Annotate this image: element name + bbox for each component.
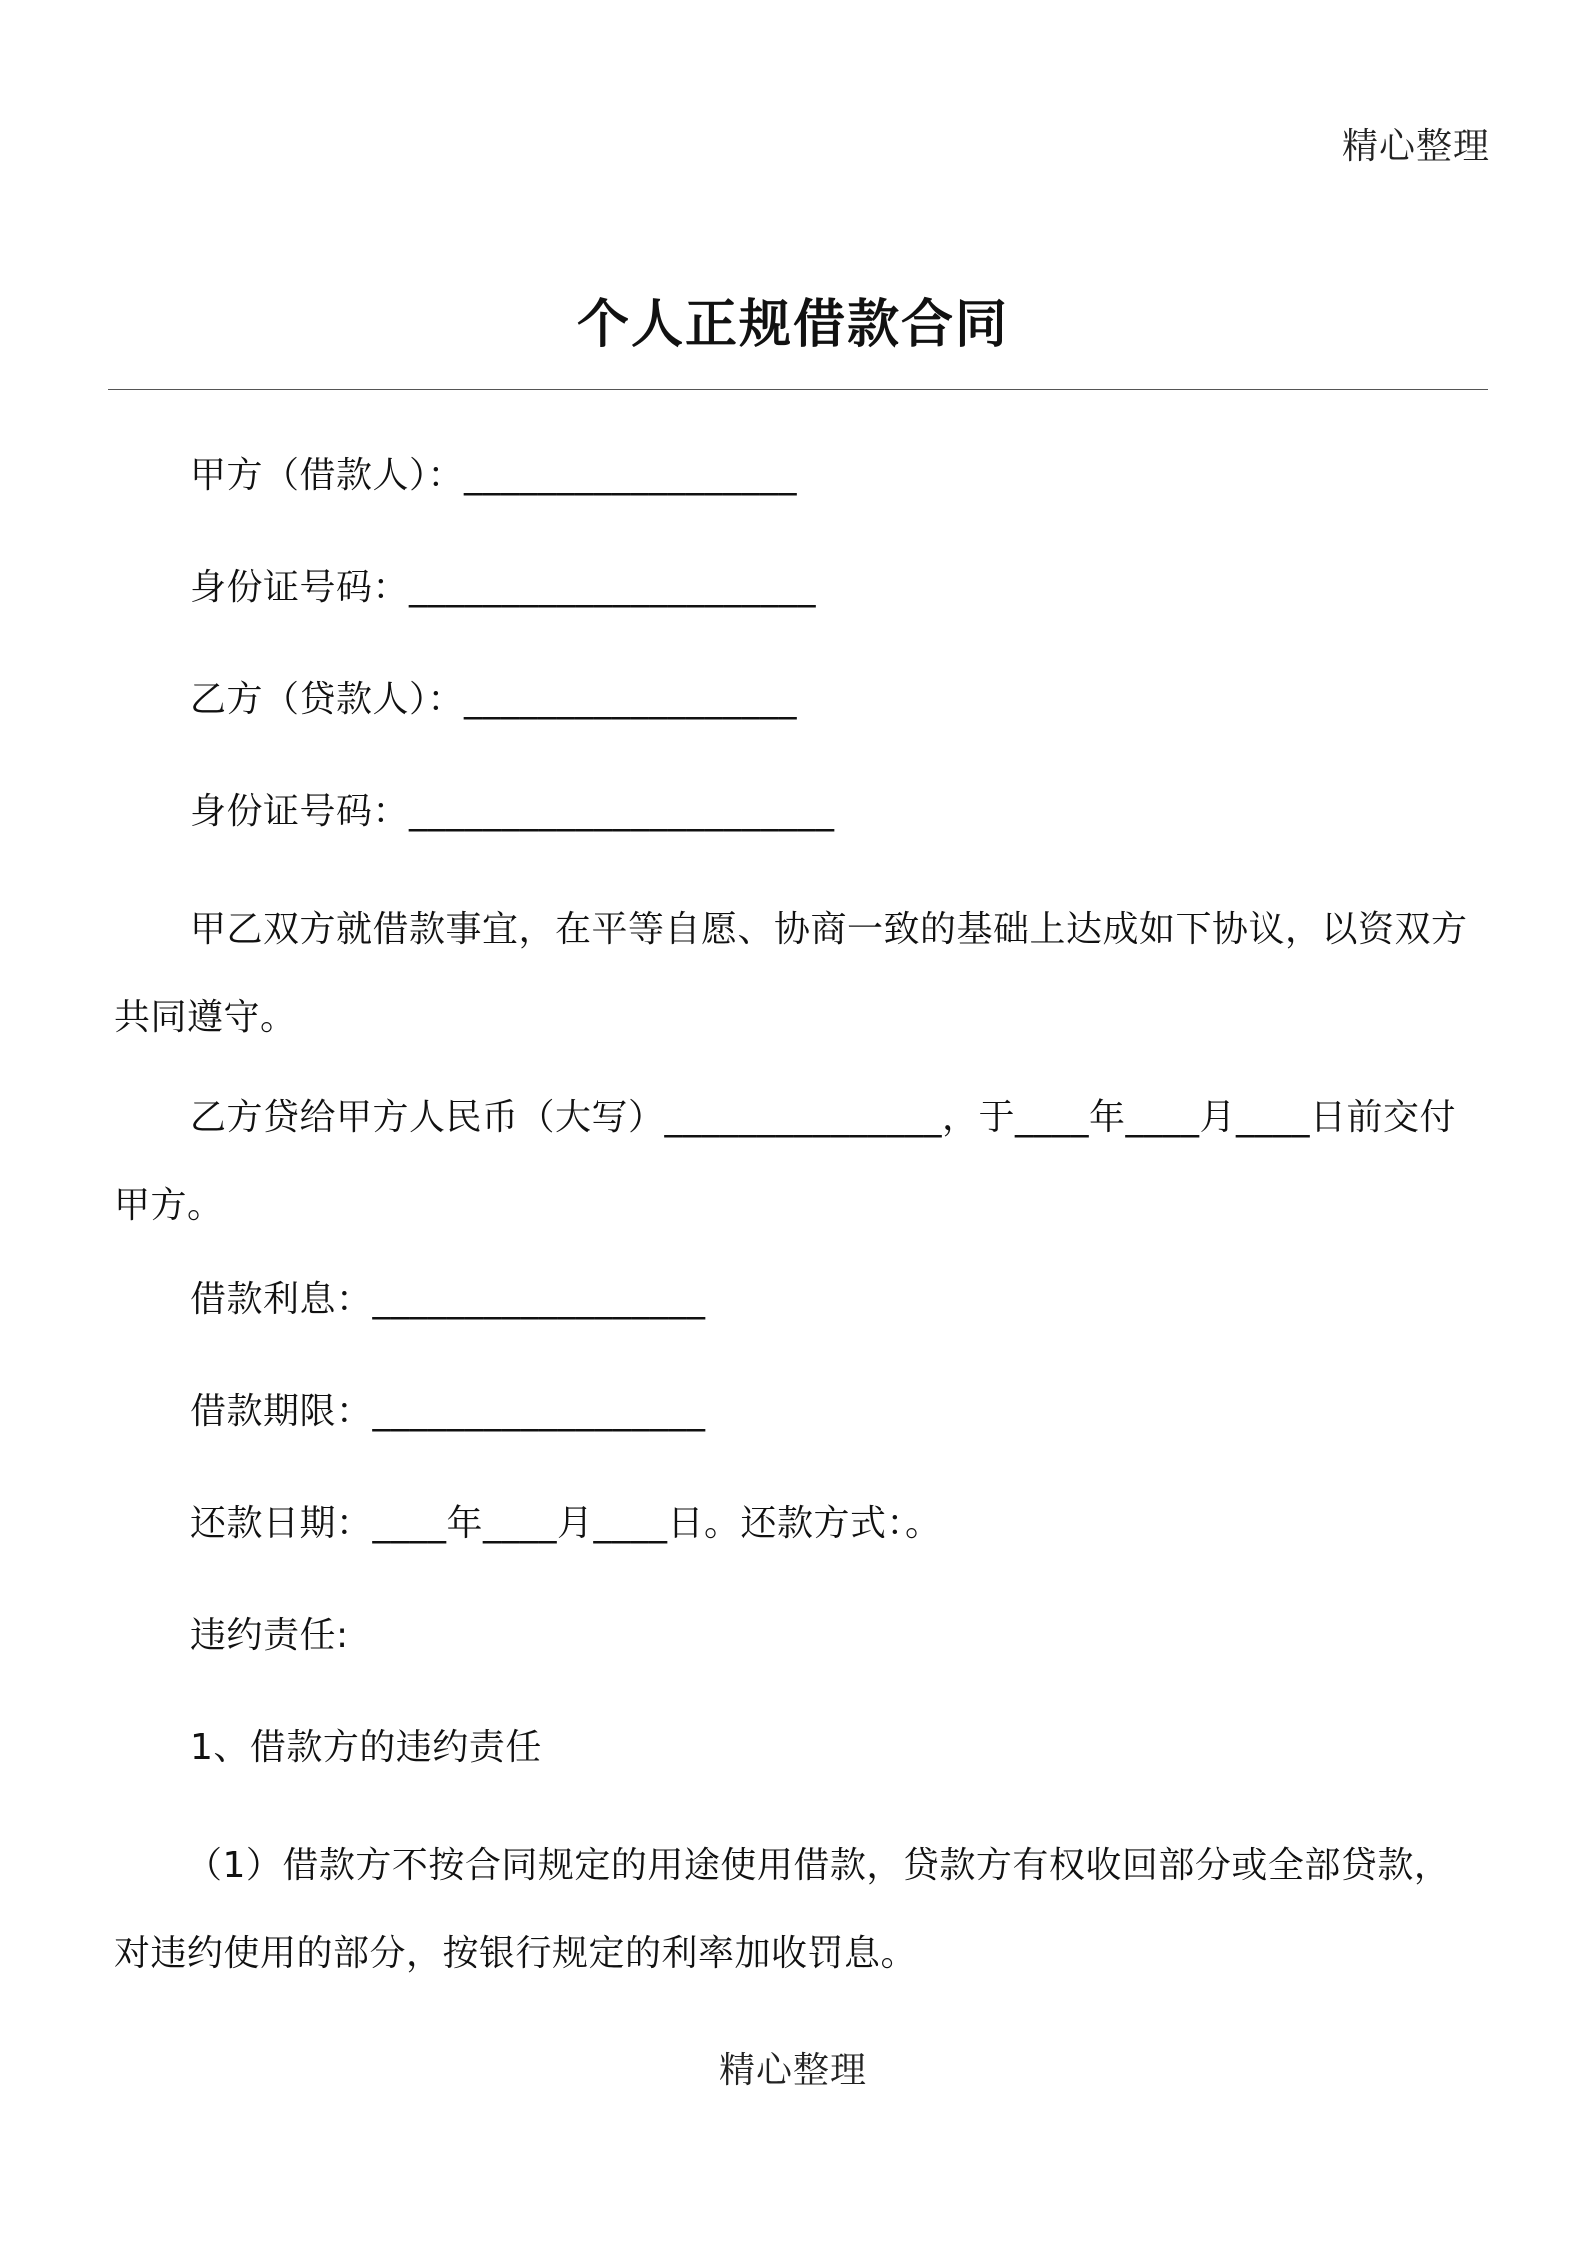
liability-heading: 违约责任: — [190, 1615, 349, 1656]
title-divider — [108, 389, 1488, 390]
agreement-intro-paragraph: 甲乙双方就借款事宜，在平等自愿、协商一致的基础上达成如下协议，以资双方共同遵守。 — [114, 909, 1468, 1038]
party-b-id-line: 身份证号码：_______________________ — [190, 791, 835, 832]
document-body — [114, 448, 1484, 2020]
borrower-liability-heading: 1、借款方的违约责任 — [190, 1727, 542, 1768]
party-a-borrower-line: 甲方（借款人）：__________________ — [190, 455, 798, 496]
liability-clause-1: （1）借款方不按合同规定的用途使用借款，贷款方有权收回部分或全部贷款，对违约使用的部分，按银行规定的利率加收罚息。 — [114, 1845, 1451, 1974]
party-b-lender-line: 乙方（贷款人）：__________________ — [190, 679, 798, 720]
footer-note: 精心整理 — [718, 2050, 867, 2091]
header-note: 精心整理 — [1341, 126, 1490, 167]
document-title: 个人正规借款合同 — [576, 295, 1009, 355]
repayment-date-line: 还款日期：____年____月____日。还款方式：。 — [190, 1503, 942, 1544]
loan-amount-paragraph: 乙方贷给甲方人民币（大写）_______________，于____年____月____日前交付甲方。 — [114, 1097, 1457, 1226]
loan-term-line: 借款期限：__________________ — [190, 1391, 706, 1432]
party-a-id-line: 身份证号码：______________________ — [190, 567, 817, 608]
loan-interest-line: 借款利息：__________________ — [190, 1279, 706, 1320]
